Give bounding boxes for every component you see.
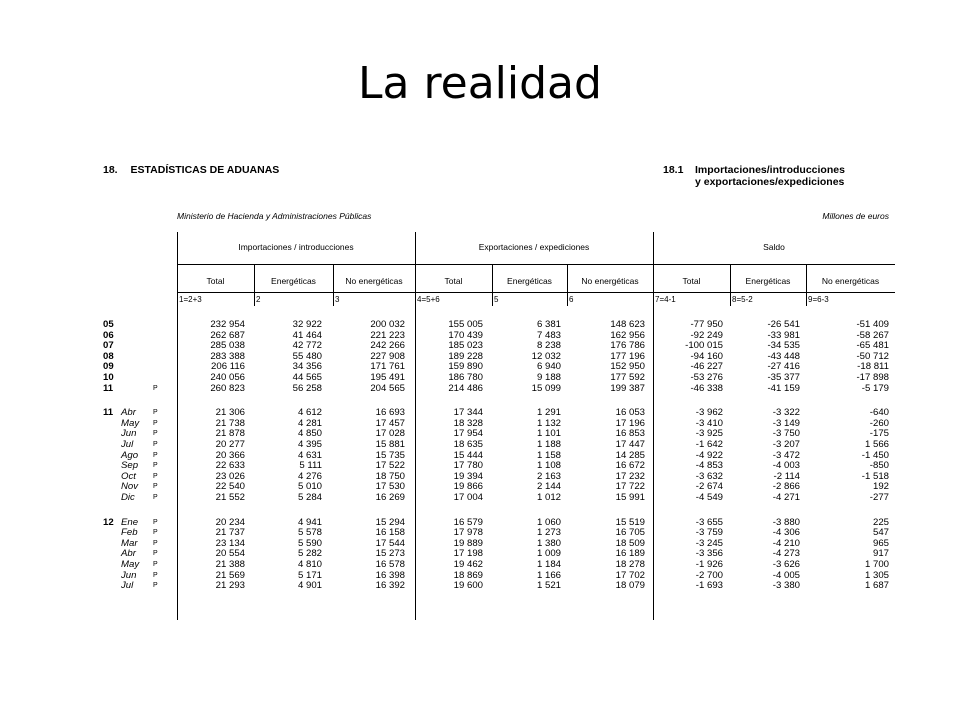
table-cell: 17 196: [615, 417, 645, 429]
row-month: Dic: [121, 492, 135, 503]
table-cell: -46 338: [690, 382, 723, 394]
table-cell: 32 922: [292, 319, 322, 330]
row-year: 10: [103, 372, 114, 383]
table-cell: 171 761: [370, 361, 405, 373]
section-heading: [103, 164, 279, 176]
table-cell: 16 853: [615, 428, 645, 440]
table-cell: 15 881: [375, 439, 405, 450]
table-cell: 42 772: [292, 340, 322, 352]
table-row: [103, 560, 895, 571]
provisional-flag: P: [153, 561, 158, 568]
table-cell: 23 026: [215, 470, 245, 482]
row-year: 08: [103, 350, 114, 362]
table-cell: 227 908: [370, 350, 405, 362]
table-cell: 17 722: [615, 481, 645, 493]
table-cell: -4 271: [772, 492, 800, 503]
table-cell: 195 491: [370, 372, 405, 383]
table-cell: 192: [872, 481, 889, 493]
table-cell: 19 394: [453, 470, 483, 482]
column-header: Total: [444, 276, 463, 286]
table-cell: 5 171: [297, 569, 322, 581]
table-cell: -92 249: [690, 329, 723, 341]
table-cell: 21 569: [215, 569, 245, 581]
table-cell: -53 276: [690, 372, 723, 383]
column-formula: 3: [335, 295, 340, 304]
slide-title: La realidad: [358, 58, 602, 109]
table-cell: 240 056: [210, 372, 245, 383]
column-header: Total: [206, 276, 225, 286]
provisional-flag: P: [153, 529, 158, 537]
table-cell: 170 439: [448, 329, 483, 341]
table-cell: 1 521: [536, 580, 561, 592]
table-cell: -3 207: [772, 439, 800, 450]
table-cell: 1 700: [864, 559, 889, 570]
table-cell: 18 635: [453, 439, 483, 450]
table-cell: -3 925: [695, 428, 723, 440]
table-cell: 17 954: [453, 428, 483, 440]
table-cell: 1 012: [536, 492, 561, 503]
table-cell: 4 941: [297, 516, 322, 528]
table-cell: 16 189: [615, 548, 645, 560]
table-cell: 16 579: [453, 516, 483, 528]
table-cell: -2 674: [695, 481, 723, 493]
row-year: 09: [103, 361, 114, 373]
column-header: Total: [682, 276, 701, 286]
row-month: Jun: [121, 428, 137, 440]
table-cell: -1 926: [695, 559, 723, 570]
table-cell: 56 258: [292, 382, 322, 394]
table-cell: 1 108: [536, 460, 561, 472]
table-cell: 20 234: [215, 516, 245, 528]
table-cell: 16 158: [375, 527, 405, 539]
table-cell: 15 735: [375, 449, 405, 461]
row-month: Abr: [121, 407, 136, 419]
table-cell: 21 552: [215, 492, 245, 503]
provisional-flag: P: [153, 550, 158, 558]
table-cell: 15 444: [453, 449, 483, 461]
table-cell: -4 210: [772, 537, 800, 549]
column-formula: 1=2+3: [179, 295, 202, 304]
row-year: 05: [103, 319, 114, 330]
table-cell: 162 956: [610, 329, 645, 341]
row-month: Jul: [121, 580, 134, 592]
provisional-flag: P: [153, 582, 158, 590]
table-cell: 917: [872, 548, 889, 560]
table-cell: 17 544: [375, 537, 405, 549]
column-header: No energéticas: [581, 276, 639, 286]
row-year: 11: [103, 407, 114, 419]
table-cell: 2 144: [536, 481, 561, 493]
table-row: [103, 493, 895, 504]
row-month: Mar: [121, 537, 138, 549]
row-year: 11: [103, 382, 114, 394]
table-cell: 8 238: [536, 340, 561, 352]
table-cell: 15 519: [615, 516, 645, 528]
provisional-flag: P: [153, 441, 158, 448]
table-cell: 16 392: [375, 580, 405, 592]
table-cell: -3 750: [772, 428, 800, 440]
table-cell: -1 642: [695, 439, 723, 450]
table-cell: 221 223: [370, 329, 405, 341]
table-cell: 260 823: [210, 382, 245, 394]
provisional-flag: P: [153, 419, 158, 427]
table-cell: 20 277: [215, 439, 245, 450]
row-month: Jun: [121, 569, 137, 581]
table-cell: 6 381: [536, 319, 561, 330]
table-cell: 17 232: [615, 470, 645, 482]
table-cell: -2 700: [695, 569, 723, 581]
column-formula: 8=5-2: [732, 295, 753, 304]
table-cell: 283 388: [210, 350, 245, 362]
provisional-flag: P: [153, 494, 158, 501]
table-cell: 6 940: [536, 361, 561, 373]
column-formula: 5: [494, 295, 499, 304]
table-cell: 547: [872, 527, 889, 539]
table-cell: 5 284: [297, 492, 322, 503]
row-month: Feb: [121, 527, 138, 539]
table-row: [103, 373, 895, 384]
row-month: Abr: [121, 548, 136, 560]
table-cell: 18 079: [615, 580, 645, 592]
table-cell: -3 356: [695, 548, 723, 560]
table-cell: 16 672: [615, 460, 645, 472]
table-cell: 4 850: [297, 428, 322, 440]
table-cell: -4 549: [695, 492, 723, 503]
table-cell: -100 015: [685, 340, 723, 352]
column-header: No energéticas: [821, 276, 880, 286]
row-month: Oct: [121, 470, 136, 482]
row-month: Jul: [121, 439, 134, 450]
table-cell: 1 305: [864, 569, 889, 581]
row-month: Nov: [121, 481, 139, 493]
table-cell: 16 398: [375, 569, 405, 581]
table-cell: 16 705: [615, 527, 645, 539]
table-cell: -65 481: [856, 340, 889, 352]
table-cell: -3 149: [772, 417, 800, 429]
column-header: Energéticas: [507, 276, 552, 286]
table-cell: 199 387: [610, 382, 645, 394]
provisional-flag: P: [153, 409, 158, 417]
table-cell: 17 344: [453, 407, 483, 419]
table-cell: 23 134: [215, 537, 245, 549]
table-cell: 176 786: [610, 340, 645, 352]
column-group-label: Importaciones / introducciones: [238, 242, 354, 252]
table-cell: 19 600: [453, 580, 483, 592]
table-cell: -51 409: [856, 319, 889, 330]
table-cell: 18 328: [453, 417, 483, 429]
table-cell: -175: [869, 428, 889, 440]
table-cell: 232 954: [210, 319, 245, 330]
table-cell: 16 578: [375, 559, 405, 570]
table-cell: 965: [872, 537, 889, 549]
table-cell: 19 866: [453, 481, 483, 493]
table-cell: 12 032: [531, 350, 561, 362]
table-cell: 21 878: [215, 428, 245, 440]
table-cell: 285 038: [210, 340, 245, 352]
table-cell: 21 738: [215, 417, 245, 429]
header-rule: [177, 292, 895, 293]
table-cell: -3 410: [695, 417, 723, 429]
table-cell: 22 540: [215, 481, 245, 493]
table-cell: 17 457: [375, 417, 405, 429]
table-cell: -3 322: [772, 407, 800, 419]
table-cell: 1 101: [536, 428, 561, 440]
table-cell: 17 004: [453, 492, 483, 503]
table-cell: 44 565: [292, 372, 322, 383]
table-cell: 1 166: [536, 569, 561, 581]
table-cell: 17 780: [453, 460, 483, 472]
table-cell: -3 245: [695, 537, 723, 549]
table-cell: 4 281: [297, 417, 322, 429]
provisional-flag: P: [153, 518, 158, 526]
header-rule: [177, 264, 895, 265]
table-cell: 1 273: [536, 527, 561, 539]
table-cell: -17 898: [856, 372, 889, 383]
table-cell: 1 380: [536, 537, 561, 549]
units-label: Millones de euros: [822, 211, 889, 221]
table-cell: 214 486: [448, 382, 483, 394]
table-cell: -4 003: [772, 460, 800, 472]
provisional-flag: P: [153, 539, 158, 547]
column-header: Energéticas: [745, 276, 791, 286]
table-cell: -3 472: [772, 449, 800, 461]
table-cell: 5 282: [297, 548, 322, 560]
table-cell: 242 266: [370, 340, 405, 352]
table-row: [103, 440, 895, 451]
row-month: May: [121, 417, 140, 429]
table-cell: -41 159: [767, 382, 800, 394]
table-cell: 159 890: [448, 361, 483, 373]
table-cell: 15 294: [375, 516, 405, 528]
table-row: [103, 320, 895, 331]
table-cell: -1 693: [695, 580, 723, 592]
table-cell: 225: [872, 516, 889, 528]
table-cell: 34 356: [292, 361, 322, 373]
provisional-flag: P: [153, 430, 158, 438]
row-month: May: [121, 559, 140, 570]
table-cell: 1 687: [864, 580, 889, 592]
table-cell: -58 267: [856, 329, 889, 341]
table-cell: 7 483: [536, 329, 561, 341]
table-cell: 17 028: [375, 428, 405, 440]
table-cell: 186 780: [448, 372, 483, 383]
table-cell: -640: [869, 407, 889, 419]
table-cell: 19 462: [453, 559, 483, 570]
table-cell: -27 416: [767, 361, 800, 373]
table-cell: -850: [869, 460, 889, 472]
table-cell: 21 737: [215, 527, 245, 539]
section-number: 18.: [103, 164, 118, 176]
table-cell: 17 447: [615, 439, 645, 450]
column-header: Energéticas: [271, 276, 316, 286]
table-cell: 5 578: [297, 527, 322, 539]
table-cell: 1 291: [536, 407, 561, 419]
table-cell: 1 566: [864, 439, 889, 450]
table-cell: 2 163: [536, 470, 561, 482]
table-cell: -43 448: [767, 350, 800, 362]
provisional-flag: P: [153, 571, 158, 579]
table-cell: 21 388: [215, 559, 245, 570]
data-source: Ministerio de Hacienda y Administraciones Públicas: [177, 211, 372, 221]
table-cell: -3 380: [772, 580, 800, 592]
table-cell: 19 889: [453, 537, 483, 549]
table-cell: 204 565: [370, 382, 405, 394]
table-cell: -35 377: [767, 372, 800, 383]
table-cell: 4 612: [297, 407, 322, 419]
table-cell: 206 116: [211, 361, 245, 373]
table-cell: 18 750: [375, 470, 405, 482]
table-cell: 18 869: [453, 569, 483, 581]
provisional-flag: P: [153, 451, 158, 459]
table-cell: 5 590: [297, 537, 322, 549]
table-cell: -33 981: [767, 329, 800, 341]
row-year: 07: [103, 340, 114, 352]
table-cell: 21 293: [215, 580, 245, 592]
provisional-flag: P: [153, 483, 158, 491]
row-year: 12: [103, 516, 114, 528]
column-formula: 6: [569, 295, 574, 304]
table-cell: -4 306: [772, 527, 800, 539]
row-month: Ago: [121, 449, 139, 461]
table-cell: -34 535: [767, 340, 800, 352]
column-formula: 4=5+6: [417, 295, 440, 304]
table-cell: 189 228: [448, 350, 483, 362]
table-cell: 1 188: [536, 439, 561, 450]
table-cell: 1 132: [536, 417, 561, 429]
table-cell: -277: [869, 492, 889, 503]
table-cell: 18 509: [615, 537, 645, 549]
table-cell: 177 592: [610, 372, 645, 383]
table-cell: -2 114: [773, 470, 800, 482]
table-cell: -4 853: [695, 460, 723, 472]
table-cell: 4 631: [297, 449, 322, 461]
table-cell: -46 227: [690, 361, 723, 373]
table-cell: 1 060: [536, 516, 561, 528]
table-cell: 16 053: [615, 407, 645, 419]
table-cell: 17 522: [375, 460, 405, 472]
table-cell: 148 623: [610, 319, 645, 330]
column-formula: 2: [256, 295, 261, 304]
subsection-title-line2: y exportaciones/expediciones: [695, 176, 845, 188]
subsection-title-line1: Importaciones/introducciones: [695, 164, 845, 176]
table-cell: -2 866: [772, 481, 800, 493]
table-cell: 22 633: [215, 460, 245, 472]
table-cell: 1 009: [536, 548, 561, 560]
table-cell: 4 810: [297, 559, 322, 570]
table-cell: 4 395: [297, 439, 322, 450]
subsection-number: 18.1: [663, 164, 684, 176]
table-row: [103, 384, 895, 395]
table-cell: -3 962: [695, 407, 723, 419]
table-cell: 15 991: [615, 492, 645, 503]
table-cell: -26 541: [767, 319, 800, 330]
table-cell: 20 554: [215, 548, 245, 560]
table-cell: 20 366: [215, 449, 245, 461]
table-cell: 16 269: [375, 492, 405, 503]
table-cell: -3 655: [695, 516, 723, 528]
table-cell: 1 158: [536, 449, 561, 461]
row-month: Sep: [121, 460, 139, 472]
table-cell: -94 160: [690, 350, 723, 362]
column-group-label: Saldo: [763, 242, 785, 252]
table-cell: 4 276: [297, 470, 322, 482]
table-cell: 262 687: [210, 329, 245, 341]
provisional-flag: P: [153, 384, 158, 392]
table-cell: -3 626: [772, 559, 800, 570]
table-cell: 4 901: [297, 580, 322, 592]
table-cell: 1 184: [536, 559, 561, 570]
provisional-flag: P: [153, 472, 158, 480]
table-row: [103, 581, 895, 592]
section-title: ESTADÍSTICAS DE ADUANAS: [130, 164, 280, 176]
table-cell: 17 530: [375, 481, 405, 493]
column-header: No energéticas: [345, 276, 403, 286]
table-cell: -4 005: [772, 569, 800, 581]
table-cell: 21 306: [215, 407, 245, 419]
table-cell: 55 480: [292, 350, 322, 362]
table-cell: 17 198: [453, 548, 483, 560]
column-formula: 7=4-1: [655, 295, 676, 304]
table-cell: 14 285: [615, 449, 645, 461]
table-cell: 185 023: [448, 340, 483, 352]
table-cell: -3 880: [772, 516, 800, 528]
table-cell: -4 273: [772, 548, 800, 560]
subsection-heading: [663, 164, 895, 188]
table-cell: 17 978: [453, 527, 483, 539]
table-cell: 177 196: [610, 350, 645, 362]
table-cell: -4 922: [695, 449, 723, 461]
table-cell: -3 632: [695, 470, 723, 482]
row-month: Ene: [121, 516, 139, 528]
table-cell: 5 010: [297, 481, 322, 493]
column-group-label: Exportaciones / expediciones: [478, 242, 590, 252]
table-cell: -77 950: [690, 319, 723, 330]
table-cell: -1 518: [861, 470, 889, 482]
table-cell: 15 099: [531, 382, 561, 394]
table-cell: 41 464: [292, 329, 322, 341]
row-year: 06: [103, 329, 114, 341]
table-cell: 9 188: [536, 372, 561, 383]
table-cell: 152 950: [610, 361, 645, 373]
column-formula: 9=6-3: [808, 295, 829, 304]
table-cell: -3 759: [695, 527, 723, 539]
table-cell: 200 032: [370, 319, 405, 330]
table-cell: 17 702: [615, 569, 645, 581]
table-cell: -50 712: [856, 350, 889, 362]
table-cell: 18 278: [615, 559, 645, 570]
table-header: [177, 232, 895, 306]
table-cell: 15 273: [375, 548, 405, 560]
table-cell: 16 693: [375, 407, 405, 419]
table-cell: -1 450: [861, 449, 889, 461]
table-cell: -260: [869, 417, 889, 429]
provisional-flag: P: [153, 462, 158, 470]
table-cell: -18 811: [857, 361, 889, 373]
table-cell: 5 111: [299, 460, 322, 472]
table-cell: 155 005: [448, 319, 483, 330]
table-cell: -5 179: [861, 382, 889, 394]
